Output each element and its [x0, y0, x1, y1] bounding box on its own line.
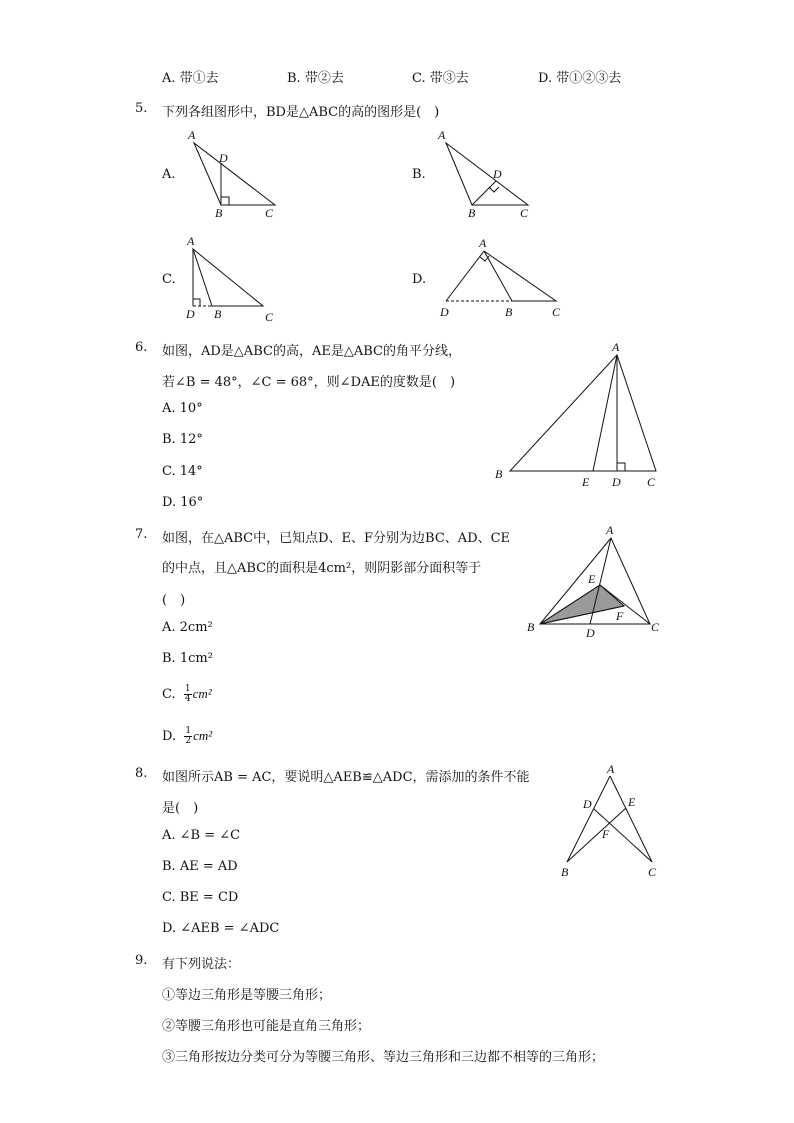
label-c: C: [651, 620, 660, 634]
q8-option-b: B. AE = AD: [162, 859, 238, 874]
q9-item-2: ②等腰三角形也可能是直角三角形；: [162, 1019, 371, 1034]
q5-label-b: B.: [412, 167, 426, 182]
label-b: B: [505, 305, 513, 319]
label-d: D: [219, 151, 228, 165]
label-d: D: [493, 167, 502, 181]
q7-option-a: A. 2cm²: [162, 620, 213, 635]
q6-line1: 如图，AD是△ABC的高，AE是△ABC的角平分线，: [162, 344, 461, 359]
q8-number: 8.: [135, 766, 148, 781]
q8-line1: 如图所示AB = AC，要说明△AEB≌△ADC，需添加的条件不能: [162, 770, 530, 785]
q4-option-a: A. 带①去: [162, 71, 219, 86]
label-e: E: [588, 572, 596, 586]
q6-option-c: C. 14°: [162, 464, 203, 479]
label-d: D: [586, 626, 595, 640]
label-d: D: [583, 797, 592, 811]
q8-option-c: C. BE = CD: [162, 890, 239, 905]
label-e: E: [628, 795, 636, 809]
q7-option-d-label: D.: [162, 729, 177, 744]
q5-label-a: A.: [162, 167, 176, 182]
label-f: F: [616, 609, 624, 623]
q7-line1: 如图，在△ABC中，已知点D、E、F分别为边BC、AD、CE: [162, 531, 511, 546]
label-a: A: [612, 340, 620, 354]
q6-option-b: B. 12°: [162, 432, 203, 447]
label-c: C: [265, 310, 274, 324]
q8-line2: 是( ): [162, 801, 199, 816]
q6-number: 6.: [135, 340, 148, 355]
q7-line2: 的中点，且△ABC的面积是4cm²，则阴影部分面积等于: [162, 561, 482, 576]
q7-option-b: B. 1cm²: [162, 651, 213, 666]
label-a: A: [188, 128, 196, 142]
q9-stem: 有下列说法：: [162, 957, 241, 972]
q7-line3: ( ): [162, 593, 186, 608]
q9-item-1: ①等边三角形是等腰三角形；: [162, 988, 332, 1003]
q8-option-a: A. ∠B = ∠C: [162, 828, 241, 843]
label-a: A: [438, 128, 446, 142]
q9-number: 9.: [135, 953, 148, 968]
q5-label-d: D.: [412, 272, 427, 287]
label-b: B: [215, 206, 223, 220]
label-b: B: [214, 307, 222, 321]
q6-option-d: D. 16°: [162, 495, 204, 510]
label-c: C: [520, 206, 529, 220]
q6-line2: 若∠B = 48°，∠C = 68°，则∠DAE的度数是( ): [162, 375, 456, 390]
label-b: B: [527, 620, 535, 634]
label-b: B: [495, 467, 503, 481]
q7-number: 7.: [135, 527, 148, 542]
label-d: D: [440, 305, 449, 319]
label-a: A: [187, 234, 195, 248]
q5-label-c: C.: [162, 272, 176, 287]
label-e: E: [582, 475, 590, 489]
label-a: A: [607, 762, 615, 776]
q7-option-c: C. $\frac{1}{4}$ cm²: [162, 684, 212, 704]
q6-option-a: A. 10°: [162, 401, 203, 416]
label-b: B: [561, 865, 569, 879]
label-c: C: [647, 475, 656, 489]
label-b: B: [468, 206, 476, 220]
label-d: D: [186, 307, 195, 321]
fraction: $\frac{1}{2}$: [185, 726, 192, 746]
q8-option-d: D. ∠AEB = ∠ADC: [162, 921, 280, 936]
label-c: C: [648, 865, 657, 879]
label-a: A: [606, 523, 614, 537]
q4-option-c: C. 带③去: [412, 71, 469, 86]
q7-option-d: D. $\frac{1}{2}$ cm²: [162, 726, 213, 746]
q4-option-d: D. 带①②③去: [538, 71, 622, 86]
label-c: C: [552, 305, 561, 319]
q5-stem: 下列各组图形中，BD是△ABC的高的图形是( ): [162, 105, 440, 120]
q5-number: 5.: [135, 101, 148, 116]
label-c: C: [265, 206, 274, 220]
label-a: A: [479, 236, 487, 250]
label-d: D: [612, 475, 621, 489]
q7-option-c-label: C.: [162, 687, 176, 702]
q9-item-3: ③三角形按边分类可分为等腰三角形、等边三角形和三边都不相等的三角形；: [162, 1050, 605, 1065]
q4-option-b: B. 带②去: [287, 71, 344, 86]
label-f: F: [602, 827, 610, 841]
fraction: $\frac{1}{4}$: [184, 684, 191, 704]
